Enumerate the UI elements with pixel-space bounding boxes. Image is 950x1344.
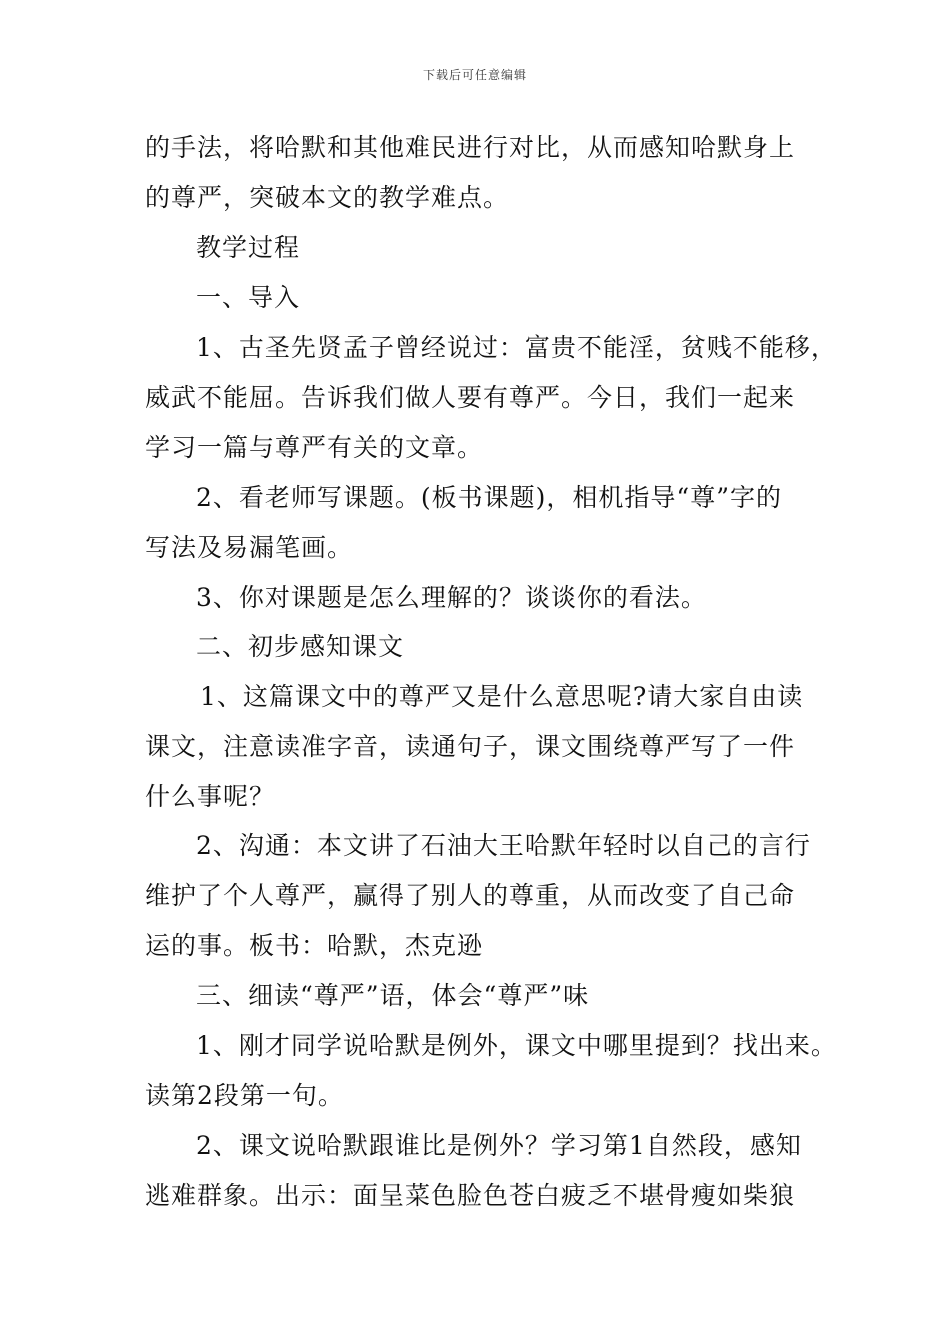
text-line: 课文，注意读准字音，读通句子，课文围绕尊严写了一件 [145, 732, 796, 761]
text-line: 2、沟通：本文讲了石油大王哈默年轻时以自己的言行 [196, 831, 811, 860]
text-line: 的手法，将哈默和其他难民进行对比，从而感知哈默身上 [145, 133, 796, 162]
page-header-note: 下载后可任意编辑 [422, 68, 527, 82]
text-line: 威武不能屈。告诉我们做人要有尊严。今日，我们一起来 [145, 383, 796, 412]
text-line: 运的事。板书：哈默，杰克逊 [145, 931, 484, 960]
text-line: 的尊严，突破本文的教学难点。 [145, 183, 510, 212]
section-heading: 一、导入 [196, 283, 301, 312]
text-line: 3、你对课题是怎么理解的？谈谈你的看法。 [196, 583, 707, 612]
text-line: 2、课文说哈默跟谁比是例外？学习第1自然段，感知 [196, 1131, 802, 1160]
text-line: 1、刚才同学说哈默是例外，课文中哪里提到？找出来。 [196, 1031, 837, 1060]
text-line: 2、看老师写课题。(板书课题)，相机指导“尊”字的 [196, 483, 782, 512]
text-line: 逃难群象。出示：面呈菜色脸色苍白疲乏不堪骨瘦如柴狼 [145, 1181, 796, 1210]
section-heading: 教学过程 [196, 233, 301, 262]
text-line: 什么事呢？ [145, 782, 276, 811]
text-line: 读第2段第一句。 [145, 1081, 344, 1110]
text-line: 1、古圣先贤孟子曾经说过：富贵不能淫，贫贱不能移， [196, 333, 837, 362]
text-line: 维护了个人尊严，赢得了别人的尊重，从而改变了自己命 [145, 881, 796, 910]
text-line: 1、这篇课文中的尊严又是什么意思呢?请大家自由读 [200, 682, 804, 711]
section-heading: 二、初步感知课文 [196, 632, 405, 661]
section-heading: 三、细读“尊严”语，体会“尊严”味 [196, 981, 590, 1010]
text-line: 写法及易漏笔画。 [145, 533, 354, 562]
text-line: 学习一篇与尊严有关的文章。 [145, 433, 484, 462]
